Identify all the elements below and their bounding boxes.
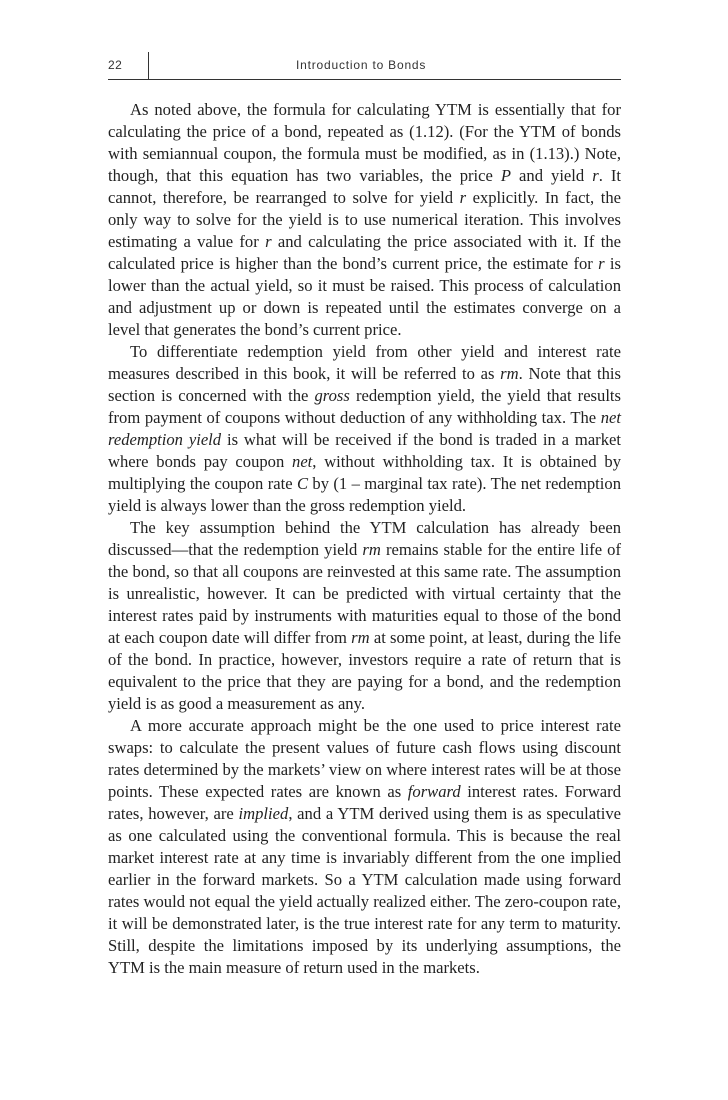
text-run: by (1 – marginal tax rate). The net redemption yield is always lower than the gross redemption yield. bbox=[108, 474, 621, 515]
text-run: is what will be received if the bond is traded in a market where bonds pay coupon bbox=[108, 430, 621, 471]
text-run: and yield bbox=[511, 166, 593, 185]
text-run: explicitly. In fact, the only way to solve for the yield is to use numerical iteration. This involves estimating a value for bbox=[108, 188, 621, 251]
italic-term: C bbox=[296, 474, 309, 493]
text-run: interest rates. Forward rates, however, are bbox=[108, 782, 621, 823]
text-run: redemption yield, the yield that results from payment of coupons without deduction of any withholding tax. The bbox=[108, 386, 621, 427]
text-run: and calculating the price associated with it. If the calculated price is higher than the bond’s current price, the estimate for bbox=[108, 232, 622, 273]
italic-term: r bbox=[598, 254, 605, 273]
page-number: 22 bbox=[108, 58, 123, 72]
text-run: The key assumption behind the YTM calculation has already been discussed—that the redemption yield bbox=[108, 518, 621, 559]
italic-term: implied bbox=[238, 804, 289, 823]
italic-term: r bbox=[265, 232, 272, 251]
italic-term: net redemption yield bbox=[108, 408, 621, 449]
italic-term: P bbox=[500, 166, 512, 185]
text-run: , without withholding tax. It is obtained by multiplying the coupon rate bbox=[108, 452, 621, 493]
italic-term: net bbox=[292, 452, 313, 471]
italic-term: rm bbox=[500, 364, 519, 383]
paragraph-key-assumption bbox=[108, 517, 621, 715]
page-header bbox=[108, 52, 621, 82]
italic-term: gross bbox=[314, 386, 350, 405]
paragraph-redemption-yield bbox=[108, 341, 621, 517]
running-head: Introduction to Bonds bbox=[296, 58, 427, 72]
italic-term: r bbox=[459, 188, 467, 207]
italic-term: rm bbox=[351, 628, 370, 647]
header-divider bbox=[148, 52, 149, 79]
italic-term: r bbox=[592, 166, 599, 185]
italic-term: rm bbox=[362, 540, 381, 559]
italic-term: forward bbox=[407, 782, 461, 801]
header-rule bbox=[108, 79, 621, 80]
paragraph-forward-rates bbox=[108, 715, 621, 979]
text-run: at some point, at least, during the life of the bond. In practice, however, investors require a rate of return that is equivalent to the price that they are paying for a bond, and the redemption yield is as good a measurement as any. bbox=[108, 628, 621, 713]
text-run: . It cannot, therefore, be rearranged to solve for yield bbox=[108, 166, 622, 207]
text-run: As noted above, the formula for calculating YTM is essentially that for calculating the price of a bond, repeated as (1.12). (For the YTM of bonds with semiannual coupon, the formula must be modified, as in (1.13).) Note, though, that this equation has two variables, the price bbox=[108, 100, 621, 185]
text-run: A more accurate approach might be the one used to price interest rate swaps: to calculate the present values of future cash flows using discount rates determined by the markets’ view on where interest rates will be at those points. These expected rates are known as bbox=[108, 716, 621, 801]
text-run: , and a YTM derived using them is as speculative as one calculated using the conventional formula. This is because the real market interest rate at any time is invariably different from the one implied earlier in the forward markets. So a YTM calculation made using forward rates would not equal the yield actually realized either. The zero-coupon rate, it will be demonstrated later, is the true interest rate for any term to maturity. Still, despite the limitations imposed by its underlying assumptions, the YTM is the main measure of return used in the markets. bbox=[108, 804, 621, 977]
text-run: . Note that this section is concerned with the bbox=[108, 364, 621, 405]
text-run: To differentiate redemption yield from other yield and interest rate measures described in this book, it will be referred to as bbox=[108, 342, 621, 383]
body-text bbox=[108, 99, 621, 979]
paragraph-ytm-formula bbox=[108, 99, 621, 341]
text-run: remains stable for the entire life of the bond, so that all coupons are reinvested at this same rate. The assumption is unrealistic, however. It can be predicted with virtual certainty that the interest rates paid by instruments with maturities equal to those of the bond at each coupon date will differ from bbox=[108, 540, 621, 647]
text-run: is lower than the actual yield, so it must be raised. This process of calculation and adjustment up or down is repeated until the estimates converge on a level that generates the bond’s current price. bbox=[108, 254, 621, 339]
